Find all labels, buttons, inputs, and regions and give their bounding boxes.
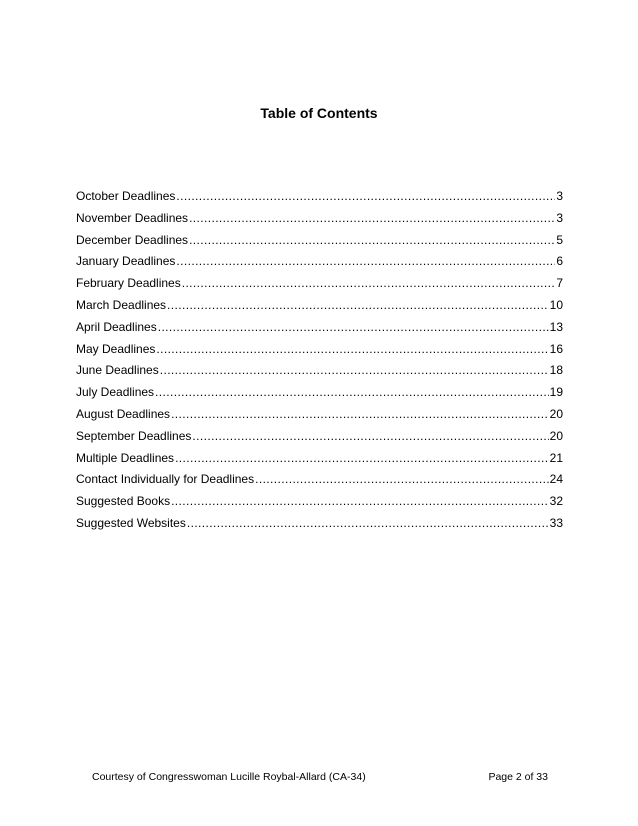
toc-dot-leader bbox=[255, 469, 549, 491]
toc-dot-leader bbox=[189, 230, 555, 252]
toc-entry-page: 32 bbox=[549, 494, 563, 509]
toc-entry-label: Suggested Books bbox=[76, 494, 171, 509]
toc-entry-september[interactable] bbox=[76, 426, 563, 448]
toc-entry-may[interactable] bbox=[76, 339, 563, 361]
toc-entry-june[interactable] bbox=[76, 360, 563, 382]
toc-entry-suggested-books[interactable] bbox=[76, 491, 563, 513]
toc-entry-february[interactable] bbox=[76, 273, 563, 295]
toc-entry-page: 10 bbox=[549, 297, 563, 312]
toc-dot-leader bbox=[156, 339, 548, 361]
toc-entry-label: June Deadlines bbox=[76, 363, 159, 378]
toc-entry-page: 6 bbox=[556, 254, 563, 269]
toc-entry-page: 21 bbox=[549, 450, 563, 465]
toc-entry-page: 24 bbox=[549, 472, 563, 487]
toc-entry-page: 3 bbox=[556, 210, 563, 225]
toc-dot-leader bbox=[175, 448, 549, 470]
footer-credit: Courtesy of Congresswoman Lucille Roybal-Allard (CA-34) bbox=[92, 771, 366, 783]
toc-entry-august[interactable] bbox=[76, 404, 563, 426]
toc-entry-label: July Deadlines bbox=[76, 385, 155, 400]
toc-entry-december[interactable] bbox=[76, 230, 563, 252]
toc-title: Table of Contents bbox=[260, 105, 378, 121]
toc-dot-leader bbox=[167, 295, 549, 317]
toc-dot-leader bbox=[155, 382, 549, 404]
toc-dot-leader bbox=[189, 208, 555, 230]
toc-dot-leader bbox=[176, 251, 555, 273]
toc-entry-label: March Deadlines bbox=[76, 297, 167, 312]
toc-entry-multiple[interactable] bbox=[76, 448, 563, 470]
toc-entry-label: Suggested Websites bbox=[76, 515, 186, 530]
toc-dot-leader bbox=[187, 513, 549, 535]
toc-entry-label: Contact Individually for Deadlines bbox=[76, 472, 255, 487]
toc-entry-label: January Deadlines bbox=[76, 254, 176, 269]
toc-entry-page: 18 bbox=[549, 363, 563, 378]
toc-entry-march[interactable] bbox=[76, 295, 563, 317]
toc-entry-label: May Deadlines bbox=[76, 341, 156, 356]
toc-entry-label: September Deadlines bbox=[76, 428, 192, 443]
toc-entry-page: 20 bbox=[549, 406, 563, 421]
toc-dot-leader bbox=[158, 317, 549, 339]
toc-dot-leader bbox=[160, 360, 549, 382]
toc-dot-leader bbox=[171, 491, 549, 513]
toc-entry-label: November Deadlines bbox=[76, 210, 189, 225]
toc-entry-page: 13 bbox=[549, 319, 563, 334]
toc-entry-january[interactable] bbox=[76, 251, 563, 273]
toc-entry-page: 7 bbox=[556, 276, 563, 291]
toc-entry-label: December Deadlines bbox=[76, 232, 189, 247]
toc-entry-label: October Deadlines bbox=[76, 189, 176, 203]
toc-dot-leader bbox=[171, 404, 549, 426]
toc-entry-suggested-websites[interactable] bbox=[76, 513, 563, 535]
toc-entry-label: Multiple Deadlines bbox=[76, 450, 175, 465]
toc-dot-leader bbox=[182, 273, 556, 295]
toc-entry-label: August Deadlines bbox=[76, 406, 171, 421]
footer-page-indicator: Page 2 of 33 bbox=[488, 771, 548, 783]
toc-entry-july[interactable] bbox=[76, 382, 563, 404]
toc-entry-page: 5 bbox=[556, 232, 563, 247]
toc-entry-november[interactable] bbox=[76, 208, 563, 230]
toc-entry-page: 16 bbox=[549, 341, 563, 356]
toc-entry-october[interactable] bbox=[76, 186, 563, 208]
toc-entry-page: 33 bbox=[549, 515, 563, 530]
toc-entry-page: 20 bbox=[549, 428, 563, 443]
toc-entry-label: February Deadlines bbox=[76, 276, 181, 291]
toc-entry-contact-individually[interactable] bbox=[76, 469, 563, 491]
toc-entry-page: 3 bbox=[556, 189, 563, 203]
page-footer bbox=[92, 771, 548, 783]
toc-entry-april[interactable] bbox=[76, 317, 563, 339]
toc-entry-label: April Deadlines bbox=[76, 319, 157, 334]
toc-entry-page: 19 bbox=[549, 385, 563, 400]
toc-dot-leader bbox=[192, 426, 548, 448]
toc-dot-leader bbox=[176, 186, 555, 208]
toc-list bbox=[76, 186, 563, 535]
